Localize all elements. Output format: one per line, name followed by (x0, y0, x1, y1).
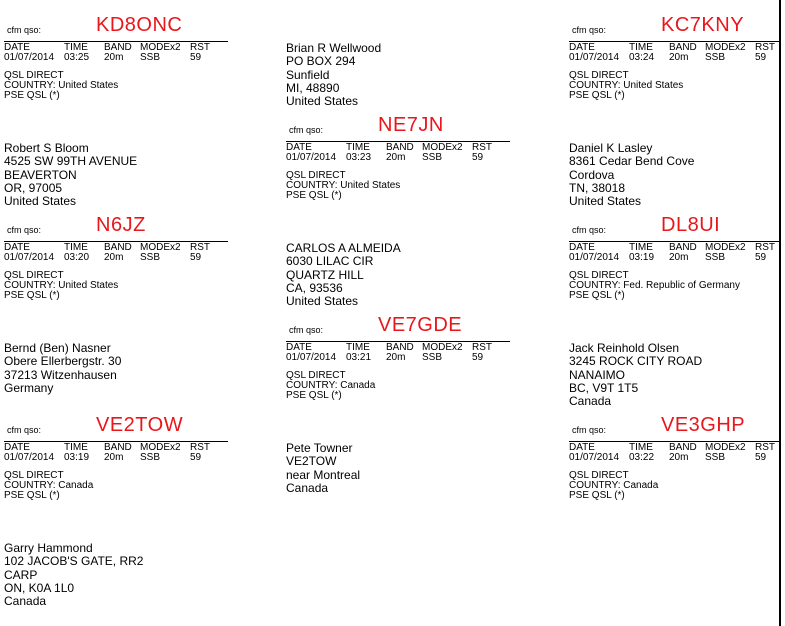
qsl-card (286, 314, 492, 401)
rst-header: RST (472, 342, 492, 353)
callsign: VE7GDE (378, 314, 463, 336)
rst-header: RST (755, 442, 775, 453)
callsign: VE3GHP (661, 414, 746, 436)
time-header: TIME (64, 42, 88, 53)
qso-values-row (569, 52, 767, 63)
date-header: DATE (4, 42, 30, 53)
address-country: United States (569, 194, 642, 209)
qso-values-row (4, 52, 202, 63)
band-header: BAND (104, 242, 132, 253)
address-label (4, 542, 143, 608)
mode-header: MODEx2 (705, 42, 746, 53)
band-header: BAND (386, 142, 414, 153)
cfm-qso-label: cfm qso: (289, 325, 324, 335)
qsl-card (286, 114, 492, 201)
address-line: CARP (4, 567, 38, 582)
address-country: United States (286, 294, 359, 309)
date-header: DATE (4, 442, 30, 453)
address-label (569, 342, 702, 408)
address-line: VE2TOW (286, 454, 337, 469)
qso-values-row (286, 352, 484, 363)
band-value: 20m (104, 452, 124, 463)
cfm-qso-label: cfm qso: (572, 225, 607, 235)
qsl-card (4, 214, 210, 301)
time-value: 03:22 (629, 452, 655, 463)
address-name: Pete Towner (286, 441, 353, 455)
band-value: 20m (386, 152, 406, 163)
callsign: KC7KNY (661, 14, 745, 36)
qsl-card (569, 214, 775, 301)
address-line: CA, 93536 (286, 280, 343, 295)
cfm-qso-label: cfm qso: (289, 125, 324, 135)
qsl-info (286, 371, 375, 401)
pse-qsl-text: PSE QSL (*) (4, 90, 60, 101)
country-text: COUNTRY: Canada (569, 480, 659, 491)
qsl-direct-text: QSL DIRECT (569, 270, 629, 281)
mode-header: MODEx2 (705, 242, 746, 253)
qsl-direct-text: QSL DIRECT (569, 470, 629, 481)
address-line: ON, K0A 1L0 (4, 580, 75, 595)
time-header: TIME (629, 442, 653, 453)
time-value: 03:24 (629, 52, 655, 63)
band-value: 20m (669, 252, 689, 263)
country-text: COUNTRY: United States (569, 80, 684, 91)
address-line: 4525 SW 99TH AVENUE (4, 154, 138, 169)
mode-header: MODEx2 (422, 142, 463, 153)
address-line: MI, 48890 (286, 80, 340, 95)
mode-header: MODEx2 (140, 42, 181, 53)
time-value: 03:19 (629, 252, 655, 263)
address-line: near Montreal (286, 467, 361, 482)
qsl-info (569, 271, 740, 301)
address-line: TN, 38018 (569, 180, 626, 195)
date-header: DATE (4, 242, 30, 253)
cfm-qso-label: cfm qso: (572, 425, 607, 435)
address-country: United States (286, 94, 359, 109)
rst-header: RST (190, 242, 210, 253)
rst-value: 59 (472, 152, 484, 163)
rst-value: 59 (190, 52, 202, 63)
cfm-qso-label: cfm qso: (7, 25, 42, 35)
address-label (4, 342, 121, 395)
address-name: Garry Hammond (4, 541, 93, 555)
date-value: 01/07/2014 (569, 252, 620, 263)
band-header: BAND (104, 42, 132, 53)
rst-value: 59 (755, 452, 767, 463)
address-line: 102 JACOB'S GATE, RR2 (4, 554, 144, 569)
address-line: 37213 Witzenhausen (4, 367, 117, 382)
pse-qsl-text: PSE QSL (*) (569, 490, 625, 501)
mode-value: SSB (705, 52, 726, 63)
page-edge-line (779, 0, 781, 626)
qsl-direct-text: QSL DIRECT (4, 70, 64, 81)
qsl-direct-text: QSL DIRECT (286, 170, 346, 181)
address-label (286, 442, 360, 495)
qsl-info (4, 471, 93, 501)
address-label (4, 142, 137, 208)
date-value: 01/07/2014 (4, 452, 55, 463)
time-header: TIME (629, 42, 653, 53)
qsl-info (286, 171, 400, 201)
cfm-qso-label: cfm qso: (7, 425, 42, 435)
callsign: N6JZ (96, 214, 146, 236)
date-value: 01/07/2014 (286, 152, 337, 163)
time-header: TIME (346, 142, 370, 153)
band-header: BAND (669, 442, 697, 453)
date-header: DATE (569, 242, 595, 253)
address-country: Canada (286, 480, 329, 495)
address-name: Daniel K Lasley (569, 141, 653, 155)
band-header: BAND (669, 42, 697, 53)
pse-qsl-text: PSE QSL (*) (286, 190, 342, 201)
band-value: 20m (669, 52, 689, 63)
rst-header: RST (755, 242, 775, 253)
band-value: 20m (669, 452, 689, 463)
qsl-direct-text: QSL DIRECT (4, 470, 64, 481)
pse-qsl-text: PSE QSL (*) (286, 390, 342, 401)
address-line: QUARTZ HILL (286, 267, 364, 282)
callsign: KD8ONC (96, 14, 183, 36)
country-text: COUNTRY: Fed. Republic of Germany (569, 280, 740, 291)
band-value: 20m (104, 252, 124, 263)
band-header: BAND (386, 342, 414, 353)
address-line: 3245 ROCK CITY ROAD (569, 354, 703, 369)
mode-header: MODEx2 (705, 442, 746, 453)
pse-qsl-text: PSE QSL (*) (569, 290, 625, 301)
mode-header: MODEx2 (140, 242, 181, 253)
address-name: Bernd (Ben) Nasner (4, 341, 111, 355)
qso-values-row (4, 452, 202, 463)
address-name: CARLOS A ALMEIDA (286, 241, 401, 255)
qso-values-row (569, 452, 767, 463)
country-text: COUNTRY: United States (4, 80, 119, 91)
address-line: NANAIMO (569, 367, 626, 382)
mode-value: SSB (422, 152, 443, 163)
address-name: Brian R Wellwood (286, 41, 382, 55)
pse-qsl-text: PSE QSL (*) (4, 490, 60, 501)
mode-header: MODEx2 (140, 442, 181, 453)
address-line: OR, 97005 (4, 180, 63, 195)
date-header: DATE (286, 342, 312, 353)
date-value: 01/07/2014 (569, 52, 620, 63)
rst-header: RST (190, 442, 210, 453)
mode-value: SSB (140, 52, 161, 63)
country-text: COUNTRY: Canada (286, 380, 376, 391)
address-label (569, 142, 694, 208)
qso-values-row (286, 152, 484, 163)
time-header: TIME (346, 342, 370, 353)
address-line: BEAVERTON (4, 167, 77, 182)
date-header: DATE (569, 442, 595, 453)
mode-value: SSB (422, 352, 443, 363)
date-header: DATE (569, 42, 595, 53)
country-text: COUNTRY: United States (4, 280, 119, 291)
callsign: DL8UI (661, 214, 721, 236)
qsl-info (4, 71, 118, 101)
mode-value: SSB (705, 252, 726, 263)
rst-value: 59 (190, 452, 202, 463)
qsl-info (4, 271, 118, 301)
address-label (286, 42, 381, 108)
time-header: TIME (629, 242, 653, 253)
rst-header: RST (472, 142, 492, 153)
qsl-info (569, 71, 683, 101)
country-text: COUNTRY: United States (286, 180, 401, 191)
time-value: 03:20 (64, 252, 90, 263)
time-value: 03:25 (64, 52, 90, 63)
date-value: 01/07/2014 (569, 452, 620, 463)
time-header: TIME (64, 242, 88, 253)
rst-value: 59 (190, 252, 202, 263)
time-value: 03:19 (64, 452, 90, 463)
rst-header: RST (755, 42, 775, 53)
rst-value: 59 (755, 252, 767, 263)
cfm-qso-label: cfm qso: (572, 25, 607, 35)
address-country: Canada (569, 394, 612, 409)
pse-qsl-text: PSE QSL (*) (569, 90, 625, 101)
mode-header: MODEx2 (422, 342, 463, 353)
address-label (286, 242, 401, 308)
qsl-card (4, 414, 210, 501)
band-header: BAND (669, 242, 697, 253)
band-value: 20m (104, 52, 124, 63)
mode-value: SSB (140, 252, 161, 263)
qsl-card (569, 14, 775, 101)
mode-value: SSB (140, 452, 161, 463)
time-value: 03:21 (346, 352, 372, 363)
qsl-info (569, 471, 658, 501)
qsl-direct-text: QSL DIRECT (4, 270, 64, 281)
callsign: NE7JN (378, 114, 444, 136)
rst-value: 59 (472, 352, 484, 363)
time-header: TIME (64, 442, 88, 453)
address-line: 8361 Cedar Bend Cove (569, 154, 695, 169)
address-country: United States (4, 194, 77, 209)
mode-value: SSB (705, 452, 726, 463)
address-name: Jack Reinhold Olsen (569, 341, 680, 355)
rst-header: RST (190, 42, 210, 53)
date-header: DATE (286, 142, 312, 153)
address-line: BC, V9T 1T5 (569, 380, 639, 395)
address-country: Germany (4, 380, 54, 395)
qsl-card (4, 14, 210, 101)
qsl-direct-text: QSL DIRECT (286, 370, 346, 381)
band-header: BAND (104, 442, 132, 453)
address-country: Canada (4, 594, 47, 609)
address-line: PO BOX 294 (286, 54, 356, 69)
band-value: 20m (386, 352, 406, 363)
rst-value: 59 (755, 52, 767, 63)
qso-values-row (4, 252, 202, 263)
qsl-direct-text: QSL DIRECT (569, 70, 629, 81)
qso-values-row (569, 252, 767, 263)
date-value: 01/07/2014 (286, 352, 337, 363)
address-line: Cordova (569, 167, 615, 182)
qsl-card (569, 414, 775, 501)
address-line: Obere Ellerbergstr. 30 (4, 354, 122, 369)
address-name: Robert S Bloom (4, 141, 89, 155)
date-value: 01/07/2014 (4, 52, 55, 63)
pse-qsl-text: PSE QSL (*) (4, 290, 60, 301)
country-text: COUNTRY: Canada (4, 480, 94, 491)
date-value: 01/07/2014 (4, 252, 55, 263)
time-value: 03:23 (346, 152, 372, 163)
address-line: Sunfield (286, 67, 330, 82)
cfm-qso-label: cfm qso: (7, 225, 42, 235)
address-line: 6030 LILAC CIR (286, 254, 374, 269)
callsign: VE2TOW (96, 414, 184, 436)
